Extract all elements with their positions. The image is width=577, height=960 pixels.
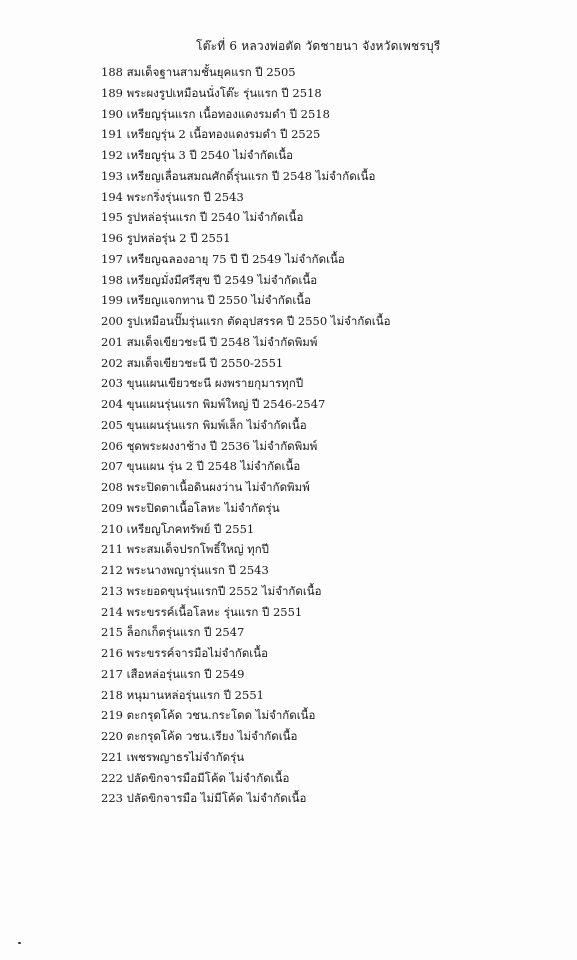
list-item: 211 พระสมเด็จปรกโพธิ์ใหญ่ ทุกปี [101,542,269,557]
list-item: 208 พระปิดตาเนื้อดินผงว่าน ไม่จำกัดพิมพ์ [101,480,310,494]
list-item: 204 ขุนแผนรุ่นแรก พิมพ์ใหญ่ ปี 2546-2547 [101,397,326,411]
list-item: 222 ปลัดขิกจารมือมีโค้ด ไม่จำกัดเนื้อ [101,770,290,785]
list-item: 214 พระขรรค์เนื้อโลหะ รุ่นแรก ปี 2551 [101,604,303,619]
list-item: 196 รูปหล่อรุ่น 2 ปี 2551 [101,231,231,245]
ink-speck [18,942,21,944]
list-item: 216 พระขรรค์จารมือไม่จำกัดเนื้อ [101,646,268,660]
list-item: 206 ชุดพระผงงาช้าง ปี 2536 ไม่จำกัดพิมพ์ [101,438,318,453]
list-item: 207 ขุนแผน รุ่น 2 ปี 2548 ไม่จำกัดเนื้อ [101,459,301,474]
list-item: 218 หนุมานหล่อรุ่นแรก ปี 2551 [101,687,264,702]
list-item: 223 ปลัดขิกจารมือ ไม่มีโค้ด ไม่จำกัดเนื้อ [101,791,307,806]
list-item: 219 ตะกรุดโค้ด วชน.กระโดด ไม่จำกัดเนื้อ [101,708,316,723]
list-item: 191 เหรียญรุ่น 2 เนื้อทองแดงรมดำ ปี 2525 [101,127,321,142]
list-item: 201 สมเด็จเขียวชะนี ปี 2548 ไม่จำกัดพิมพ์ [101,334,318,349]
list-item: 205 ขุนแผนรุ่นแรก พิมพ์เล็ก ไม่จำกัดเนื้อ [101,417,307,432]
list-item: 220 ตะกรุดโค้ด วชน.เรียง ไม่จำกัดเนื้อ [101,729,298,743]
list-item: 202 สมเด็จเขียวชะนี ปี 2550-2551 [101,355,284,370]
list-item: 203 ขุนแผนเขียวชะนี ผงพรายกุมารทุกปี [101,376,304,391]
list-item: 209 พระปิดตาเนื้อโลหะ ไม่จำกัดรุ่น [101,500,280,515]
list-item: 197 เหรียญฉลองอายุ 75 ปี ปี 2549 ไม่จำกัดเนื้อ [101,251,345,266]
list-item: 194 พระกริ่งรุ่นแรก ปี 2543 [101,189,244,204]
list-item: 192 เหรียญรุ่น 3 ปี 2540 ไม่จำกัดเนื้อ [101,148,294,162]
list-item: 198 เหรียญมั่งมีศรีสุข ปี 2549 ไม่จำกัดเนื้อ [101,272,318,287]
list-item: 213 พระยอดขุนรุ่นแรกปี 2552 ไม่จำกัดเนื้อ [101,583,322,598]
list-item: 195 รูปหล่อรุ่นแรก ปี 2540 ไม่จำกัดเนื้อ [101,210,304,225]
list-item: 200 รูปเหมือนปั๊มรุ่นแรก ตัดอุปสรรค ปี 2550 ไม่จำกัดเนื้อ [101,314,391,328]
document-title: โต๊ะที่ 6 หลวงพ่อตัด วัดชายนา จังหวัดเพชรบุรี [196,39,441,53]
list-item: 193 เหรียญเลื่อนสมณศักดิ์รุ่นแรก ปี 2548 ไม่จำกัดเนื้อ [101,168,376,183]
amulet-list [101,62,391,809]
list-item: 215 ล็อกเก็ตรุ่นแรก ปี 2547 [101,625,245,640]
list-item: 221 เพชรพญาธรไม่จำกัดรุ่น [101,749,245,764]
list-item: 210 เหรียญโภคทรัพย์ ปี 2551 [101,521,255,536]
list-item: 188 สมเด็จฐานสามชั้นยุคแรก ปี 2505 [101,65,296,79]
list-item: 199 เหรียญแจกทาน ปี 2550 ไม่จำกัดเนื้อ [101,293,312,308]
list-item: 190 เหรียญรุ่นแรก เนื้อทองแดงรมดำ ปี 2518 [101,106,330,121]
list-item: 212 พระนางพญารุ่นแรก ปี 2543 [101,563,269,577]
list-item: 189 พระผงรูปเหมือนนั่งโต๊ะ รุ่นแรก ปี 2518 [101,85,322,100]
list-item: 217 เสือหล่อรุ่นแรก ปี 2549 [101,666,245,681]
